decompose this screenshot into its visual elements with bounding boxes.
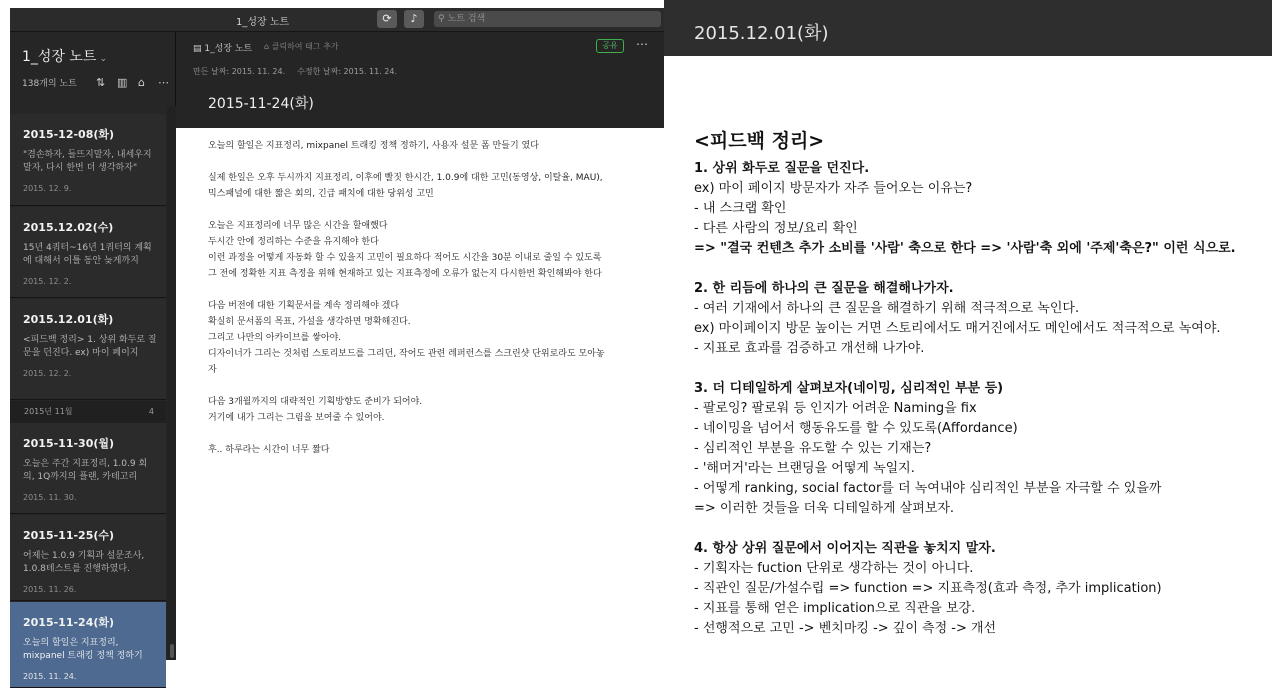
section-line: - 선행적으로 고민 -> 벤치마킹 -> 깊이 측정 -> 개선 [694, 621, 997, 636]
note-line: 실제 한일은 오후 두시까지 지표정리, 이후에 빨짓 한시간, 1.0.9에 대한 고민(동영상, 이탈율, MAU), [208, 173, 603, 183]
note-paragraph [208, 218, 638, 282]
note-card-snippet: "겸손하자, 들뜨지말자, 내세우지말자, 다시 한번 더 생각하자" [23, 150, 152, 173]
section-line: ex) 마이페이지 방문 높이는 거면 스토리에서도 매거진에서도 메인에서도 적극적으로 녹여야. [694, 321, 1221, 336]
note-line: 후.. 하루라는 시간이 너무 짧다 [208, 445, 330, 455]
scrollbar-track[interactable] [167, 106, 176, 660]
window-title: 1_성장 노트 [236, 17, 290, 28]
section-line: - 팔로잉? 팔로워 등 인지가 어려운 Naming을 fix [694, 401, 977, 416]
list-toolbar [22, 76, 172, 92]
section-heading: 2. 한 리듬에 하나의 큰 질문을 해결해나가자. [694, 281, 954, 296]
document-content [694, 126, 1264, 659]
month-count: 4 [148, 407, 154, 416]
note-card-snippet: <피드백 정리> 1. 상위 화두로 질문을 던진다. ex) 마이 페이지 [23, 335, 157, 358]
note-paragraph [208, 298, 638, 378]
note-card-date: 2015. 11. 26. [23, 585, 77, 594]
feedback-section [694, 379, 1264, 519]
note-line: 다음 버전에 대한 기획문서를 계속 정리해야 겠다 [208, 301, 400, 311]
section-line: - 기획자는 fuction 단위로 생각하는 것이 아니다. [694, 561, 974, 576]
note-card-snippet: 15년 4쿼터~16년 1쿼터의 계획에 대해서 이틀 동안 늦게까지 [23, 243, 152, 266]
feedback-section [694, 279, 1264, 359]
note-line: 자 [208, 365, 217, 375]
section-heading: 1. 상위 화두로 질문을 던진다. [694, 161, 870, 176]
note-list-panel [10, 32, 176, 681]
section-line: - 지표를 통해 얻은 implication으로 직관을 보강. [694, 601, 976, 616]
notebook-icon: ▤ [193, 44, 202, 54]
more-options-icon[interactable]: ⋯ [636, 37, 649, 51]
share-button[interactable]: 공유 [596, 39, 624, 53]
tag-icon: ⌂ [264, 42, 270, 51]
section-line: - 다른 사람의 정보/요리 확인 [694, 221, 858, 236]
note-line: 그리고 나만의 아카이브를 쌓아야. [208, 333, 342, 343]
sync-icon[interactable]: ⟳ [377, 10, 397, 28]
chevron-down-icon: ⌄ [99, 54, 108, 64]
section-heading: 4. 항상 상위 질문에서 이어지는 직관을 놓치지 말자. [694, 541, 996, 556]
shortcut-icon[interactable]: ⌂ [138, 76, 145, 89]
note-card-date: 2015. 11. 24. [23, 672, 77, 681]
view-options-icon[interactable]: ▥ [117, 76, 128, 89]
document-view [664, 0, 1280, 674]
note-card[interactable] [10, 299, 166, 400]
notebook-name: 1_성장 노트 [22, 49, 97, 65]
note-count: 138개의 노트 [22, 79, 77, 89]
feedback-section [694, 159, 1264, 259]
section-line: - 심리적인 부분을 유도할 수 있는 기재는? [694, 441, 932, 456]
bell-icon[interactable]: ♪ [404, 10, 424, 28]
note-card[interactable] [10, 207, 166, 298]
title-bar [10, 8, 664, 32]
section-line: - '해머거'라는 브랜딩을 어떻게 녹일지. [694, 461, 915, 476]
evernote-window [10, 8, 664, 681]
modified-date: 수정한 날짜: 2015. 11. 24. [297, 67, 397, 76]
note-card-title: 2015-11-24(화) [23, 616, 115, 629]
note-card-title: 2015.12.01(화) [23, 313, 114, 326]
section-line: => "결국 컨텐츠 추가 소비를 '사람' 축으로 한다 => '사람'축 외에 '주제'축은?" 이런 식으로. [694, 241, 1236, 256]
note-card-date: 2015. 11. 30. [23, 493, 77, 502]
document-sections [694, 159, 1264, 639]
note-line: 오늘은 지표정리에 너무 많은 시간을 할애했다 [208, 221, 388, 231]
sort-icon[interactable]: ⇅ [96, 76, 106, 89]
note-line: 믹스패널에 대한 짧은 회의, 긴급 패치에 대한 당위성 고민 [208, 189, 434, 199]
note-line: 다음 3개월까지의 대략적인 기획방향도 준비가 되어야. [208, 397, 423, 407]
note-card-date: 2015. 12. 9. [23, 184, 72, 193]
note-card-snippet: 어제는 1.0.9 기획과 설문조사, 1.0.8테스트를 진행하였다. [23, 551, 145, 574]
notebook-link-label: 1_성장 노트 [204, 44, 253, 54]
section-line: - 내 스크랩 확인 [694, 201, 787, 216]
note-paragraph [208, 442, 638, 458]
tag-placeholder: 클릭하여 태그 추가 [271, 42, 339, 51]
document-header [664, 0, 1272, 56]
note-card-snippet: 오늘의 할일은 지표정리, mixpanel 트래킹 정책 정하기 [23, 638, 143, 661]
note-line: 디자이너가 그리는 것처럼 스토리보드를 그리던, 작어도 관련 레퍼런스를 스크린샷 단위로라도 모아놓 [208, 349, 605, 359]
document-heading: <피드백 정리> [694, 130, 825, 152]
scrollbar-thumb[interactable] [170, 644, 174, 658]
note-paragraph [208, 170, 638, 202]
note-paragraph [208, 138, 638, 154]
section-line: ex) 마이 페이지 방문자가 자주 들어오는 이유는? [694, 181, 973, 196]
note-editor [176, 32, 664, 660]
month-label: 2015년 11월 [24, 407, 73, 416]
note-card-title: 2015.12.02(수) [23, 221, 114, 234]
note-line: 이런 과정을 어떻게 자동화 할 수 있을지 고민이 필요하다 적어도 시간을 30분 이내로 줄일 수 있도록 [208, 253, 602, 263]
note-line: 오늘의 할일은 지표정리, mixpanel 트래킹 정책 정하기, 사용자 설문 폼 만들기 였다 [208, 141, 539, 151]
note-body[interactable] [208, 138, 638, 474]
note-card-date: 2015. 12. 2. [23, 277, 72, 286]
note-title[interactable]: 2015-11-24(화) [208, 96, 314, 112]
note-card[interactable] [10, 114, 166, 206]
note-card-title: 2015-11-30(월) [23, 437, 115, 450]
editor-header [176, 32, 664, 128]
note-card-title: 2015-12-08(화) [23, 128, 115, 141]
document-title: 2015.12.01(화) [694, 23, 829, 44]
note-card-snippet: 오늘은 주간 지표정리, 1.0.9 회의, 1Q까지의 플랜, 카테고리 [23, 459, 148, 482]
month-group-header [10, 401, 166, 423]
section-line: - 여러 기재에서 하나의 큰 질문을 해결하기 위해 적극적으로 녹인다. [694, 301, 1080, 316]
section-line: - 어떻게 ranking, social factor를 더 녹여내야 심리적인 부분을 자극할 수 있을까 [694, 481, 1162, 496]
note-line: 확실히 문서폼의 목표, 가설을 생각하면 명확해진다. [208, 317, 411, 327]
more-icon[interactable]: ⋯ [158, 76, 169, 89]
note-card[interactable] [10, 515, 166, 601]
search-icon: ⚲ [438, 14, 445, 24]
section-line: => 이러한 것들을 더욱 디테일하게 살펴보자. [694, 501, 955, 516]
tag-input[interactable] [264, 41, 339, 52]
note-line: 그 전에 정확한 지표 측정을 위해 현재하고 있는 지표측정에 오류가 없는지 다시한번 확인해봐야 한다 [208, 269, 602, 279]
search-input[interactable] [434, 11, 661, 27]
notebook-selector[interactable] [22, 46, 107, 66]
note-card-date: 2015. 12. 2. [23, 369, 72, 378]
note-metadata [193, 66, 397, 77]
note-line: 두시간 안에 정리하는 수준을 유지해야 한다 [208, 237, 379, 247]
notebook-link[interactable] [193, 41, 252, 54]
note-paragraph [208, 394, 638, 426]
note-list-scroll [10, 106, 176, 681]
search-placeholder: 노트 검색 [447, 14, 486, 24]
section-line: - 네이밍을 넘어서 행동유도를 할 수 있도록(Affordance) [694, 421, 1018, 436]
note-line: 거기에 내가 그리는 그림을 보여줄 수 있어야. [208, 413, 385, 423]
feedback-section [694, 539, 1264, 639]
section-line: - 지표로 효과를 검증하고 개선해 나가야. [694, 341, 925, 356]
note-card[interactable] [10, 423, 166, 514]
note-card-title: 2015-11-25(수) [23, 529, 115, 542]
section-heading: 3. 더 디테일하게 살펴보자(네이밍, 심리적인 부분 등) [694, 381, 1004, 396]
created-date: 만든 날짜: 2015. 11. 24. [193, 67, 286, 76]
section-line: - 직관인 질문/가설수립 => function => 지표측정(효과 측정, 추가 implication) [694, 581, 1162, 596]
note-card-selected[interactable] [10, 602, 166, 688]
